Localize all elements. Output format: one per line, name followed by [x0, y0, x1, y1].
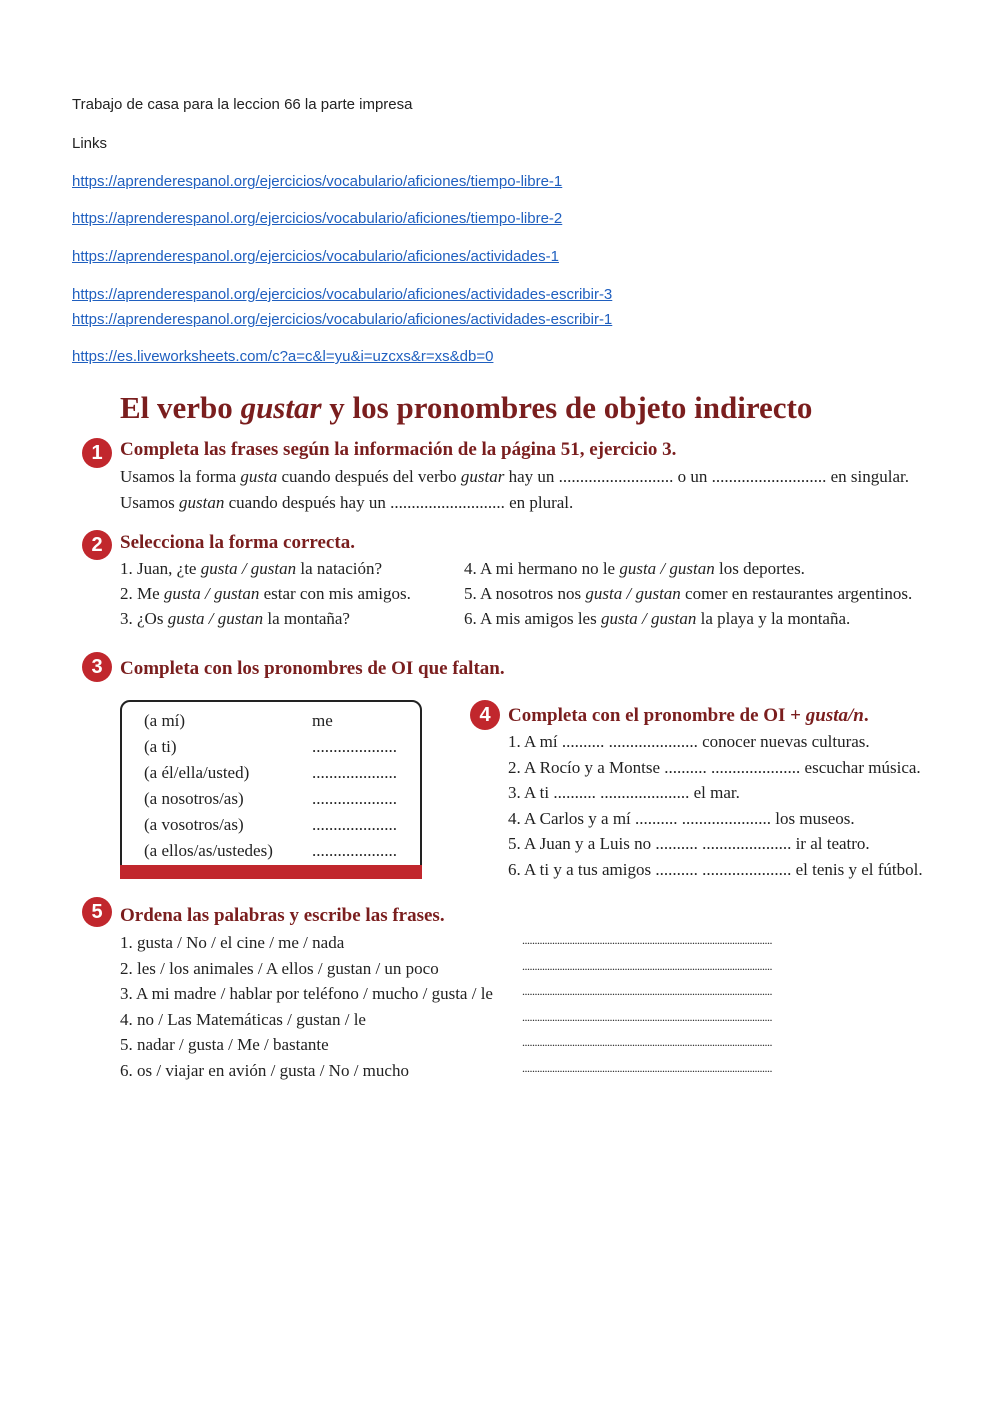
exercise-2-item-5: 5. A nosotros nos gusta / gustan comer en restaurantes argentinos.: [464, 584, 913, 603]
pronoun-table-band: [120, 865, 422, 879]
exercise-1-number-badge: 1: [82, 438, 112, 468]
link-liveworksheets[interactable]: https://es.liveworksheets.com/c?a=c&l=yu&i=uzcxs&r=xs&db=0: [72, 348, 494, 365]
exercise-5-item-4: 4. no / Las Matemáticas / gustan / le: [120, 1010, 366, 1029]
answer-line: ....................................................................................................: [522, 933, 772, 947]
pronoun-row-label: (a vosotros/as): [144, 815, 244, 834]
exercise-1-heading: Completa las frases según la información de la página 51, ejercicio 3.: [120, 439, 677, 460]
pronoun-row-blank: ....................: [312, 737, 397, 756]
exercise-3-heading: Completa con los pronombres de OI que faltan.: [120, 658, 505, 679]
links-label: Links: [72, 135, 108, 152]
exercise-5-item-1: 1. gusta / No / el cine / me / nada: [120, 933, 345, 952]
exercise-2-item-1: 1. Juan, ¿te gusta / gustan la natación?: [120, 559, 383, 578]
exercise-4-item-3: 3. A ti .......... ..................... el mar.: [508, 783, 740, 802]
exercise-2-heading: Selecciona la forma correcta.: [120, 532, 355, 553]
pronoun-row-blank: ....................: [312, 763, 397, 782]
pronoun-row-label: (a ti): [144, 737, 177, 756]
exercise-2-item-2: 2. Me gusta / gustan estar con mis amigos.: [120, 584, 411, 603]
pronoun-row-label: (a ellos/as/ustedes): [144, 841, 273, 860]
exercise-2-number-badge: 2: [82, 530, 112, 560]
exercise-5-item-5: 5. nadar / gusta / Me / bastante: [120, 1035, 329, 1054]
link-actividades-escribir-3[interactable]: https://aprenderespanol.org/ejercicios/vocabulario/aficiones/actividades-escribir-3: [72, 286, 613, 303]
pronoun-row-value: me: [312, 711, 333, 730]
exercise-2-item-4: 4. A mi hermano no le gusta / gustan los deportes.: [464, 559, 805, 578]
exercise-4-item-5: 5. A Juan y a Luis no .......... ..................... ir al teatro.: [508, 834, 870, 853]
pronoun-row-label: (a nosotros/as): [144, 789, 244, 808]
answer-line: ....................................................................................................: [522, 1061, 772, 1075]
pronoun-row-blank: ....................: [312, 789, 397, 808]
answer-line: ....................................................................................................: [522, 984, 772, 998]
exercise-5-item-2: 2. les / los animales / A ellos / gustan / un poco: [120, 959, 439, 978]
answer-line: ....................................................................................................: [522, 1035, 772, 1049]
exercise-1-line-2: Usamos gustan cuando después hay un ........................... en plural.: [120, 493, 574, 512]
exercise-4-item-1: 1. A mí .......... ..................... conocer nuevas culturas.: [508, 732, 870, 751]
link-tiempo-libre-1[interactable]: https://aprenderespanol.org/ejercicios/vocabulario/aficiones/tiempo-libre-1: [72, 173, 563, 190]
exercise-4-heading: Completa con el pronombre de OI + gusta/n.: [508, 705, 869, 726]
exercise-5-item-6: 6. os / viajar en avión / gusta / No / mucho: [120, 1061, 409, 1080]
pronoun-row-blank: ....................: [312, 815, 397, 834]
exercise-4-number-badge: 4: [470, 700, 500, 730]
exercise-4-item-6: 6. A ti y a tus amigos .......... ..................... el tenis y el fútbol.: [508, 860, 923, 879]
pronoun-row-blank: ....................: [312, 841, 397, 860]
link-actividades-escribir-1[interactable]: https://aprenderespanol.org/ejercicios/vocabulario/aficiones/actividades-escribir-1: [72, 311, 613, 328]
exercise-4-item-4: 4. A Carlos y a mí .......... ..................... los museos.: [508, 809, 855, 828]
worksheet-title: El verbo gustar y los pronombres de objeto indirecto: [120, 390, 813, 425]
exercise-5-heading: Ordena las palabras y escribe las frases.: [120, 905, 445, 926]
answer-line: ....................................................................................................: [522, 1010, 772, 1024]
link-tiempo-libre-2[interactable]: https://aprenderespanol.org/ejercicios/vocabulario/aficiones/tiempo-libre-2: [72, 210, 563, 227]
exercise-5-number-badge: 5: [82, 897, 112, 927]
exercise-2-item-3: 3. ¿Os gusta / gustan la montaña?: [120, 609, 350, 628]
answer-line: ....................................................................................................: [522, 959, 772, 973]
homework-note: Trabajo de casa para la leccion 66 la parte impresa: [72, 96, 413, 113]
pronoun-row-label: (a mí): [144, 711, 186, 730]
exercise-3-number-badge: 3: [82, 652, 112, 682]
link-actividades-1[interactable]: https://aprenderespanol.org/ejercicios/vocabulario/aficiones/actividades-1: [72, 248, 559, 265]
exercise-2-item-6: 6. A mis amigos les gusta / gustan la playa y la montaña.: [464, 609, 851, 628]
pronoun-row-label: (a él/ella/usted): [144, 763, 250, 782]
exercise-4-item-2: 2. A Rocío y a Montse .......... ..................... escuchar música.: [508, 758, 921, 777]
exercise-1-line-1: Usamos la forma gusta cuando después del verbo gustar hay un ........................... o un ........................... en singular.: [120, 467, 910, 486]
exercise-5-item-3: 3. A mi madre / hablar por teléfono / mucho / gusta / le: [120, 984, 493, 1003]
